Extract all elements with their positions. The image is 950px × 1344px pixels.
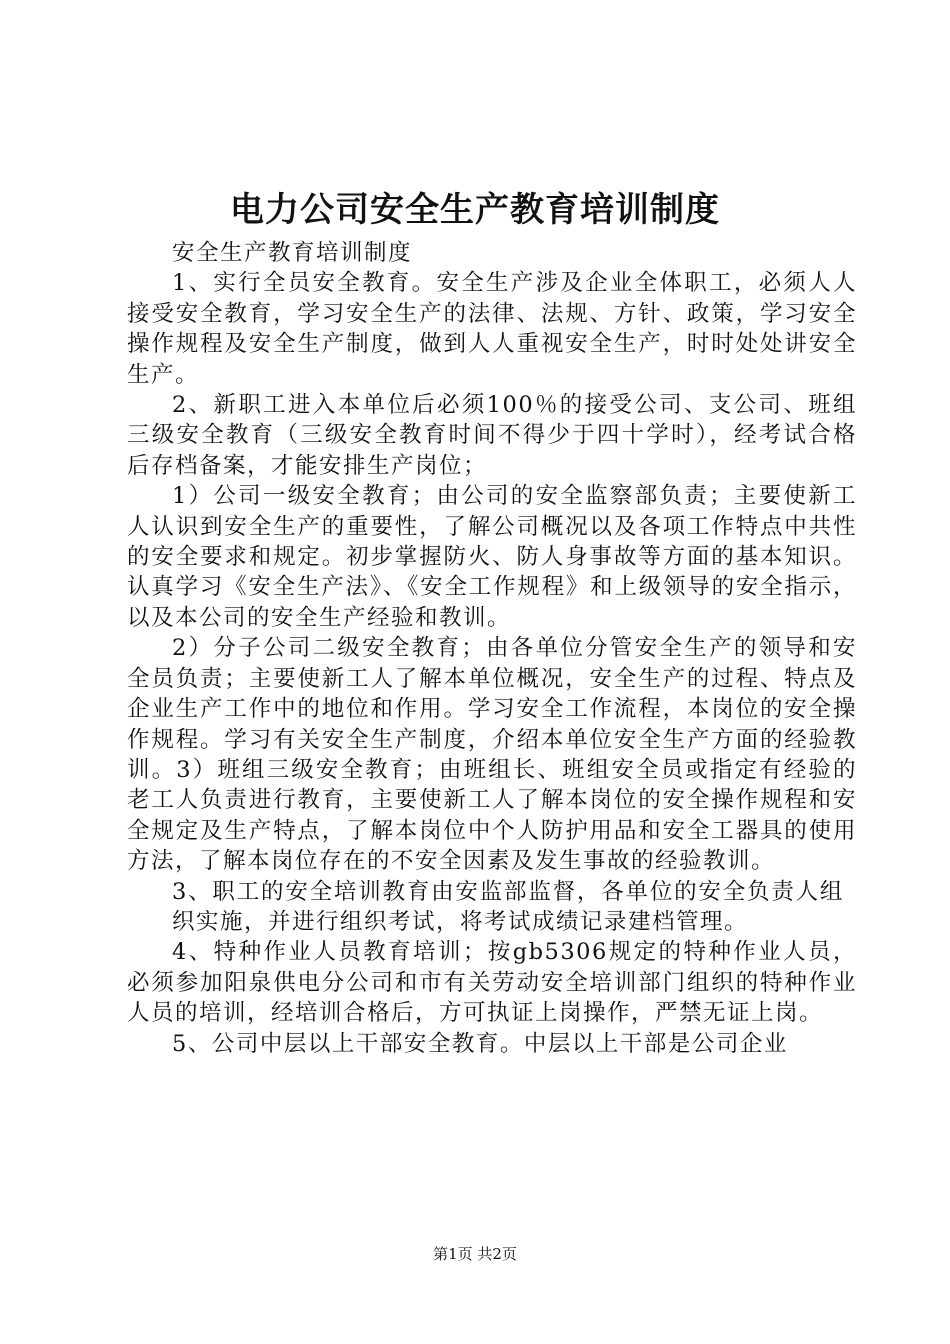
paragraph-3-continued: 织实施，并进行组织考试，将考试成绩记录建档管理。 [172,908,749,935]
paragraph-3: 3、职工的安全培训教育由安监部监督，各单位的安全负责人组 [172,878,845,905]
paragraph-4: 4、特种作业人员教育培训；按gb5306规定的特种作业人员，必须参加阳泉供电分公司和市有关劳动安全培训部门组织的特种作业人员的培训，经培训合格后，方可执证上岗操作，严禁无证上岗。 [127,939,857,1027]
page-footer: 第1页 共2页 [433,1245,517,1263]
paragraph-5: 5、公司中层以上干部安全教育。中层以上干部是公司企业 [172,1030,788,1057]
document-body [127,238,857,1059]
paragraph-subtitle: 安全生产教育培训制度 [172,240,413,266]
paragraph-2: 2、新职工进入本单位后必须100％的接受公司、支公司、班组三级安全教育（三级安全教育时间不得少于四十学时），经考试合格后存档备案，才能安排生产岗位； [127,392,857,479]
document-title: 电力公司安全生产教育培训制度 [230,190,720,230]
paragraph-2-1: 1）公司一级安全教育；由公司的安全监察部负责；主要使新工人认识到安全生产的重要性，了解公司概况以及各项工作特点中共性的安全要求和规定。初步掌握防火、防人身事故等方面的基本知识。认真学习《安全生产法》、《安全工作规程》和上级领导的安全指示，以及本公司的安全生产经验和教训。 [127,483,857,631]
paragraph-1: 1、实行全员安全教育。安全生产涉及企业全体职工，必须人人接受安全教育，学习安全生产的法律、法规、方针、政策，学习安全操作规程及安全生产制度，做到人人重视安全生产，时时处处讲安全生产。 [127,270,857,388]
paragraph-2-2: 2）分子公司二级安全教育；由各单位分管安全生产的领导和安全员负责；主要使新工人了解本单位概况，安全生产的过程、特点及企业生产工作中的地位和作用。学习安全工作流程，本岗位的安全操作规程。学习有关安全生产制度，介绍本单位安全生产方面的经验教训。3）班组三级安全教育；由班组长、班组安全员或指定有经验的老工人负责进行教育，主要使新工人了解本岗位的安全操作规程和安全规定及生产特点，了解本岗位中个人防护用品和安全工器具的使用方法，了解本岗位存在的不安全因素及发生事故的经验教训。 [127,635,857,875]
